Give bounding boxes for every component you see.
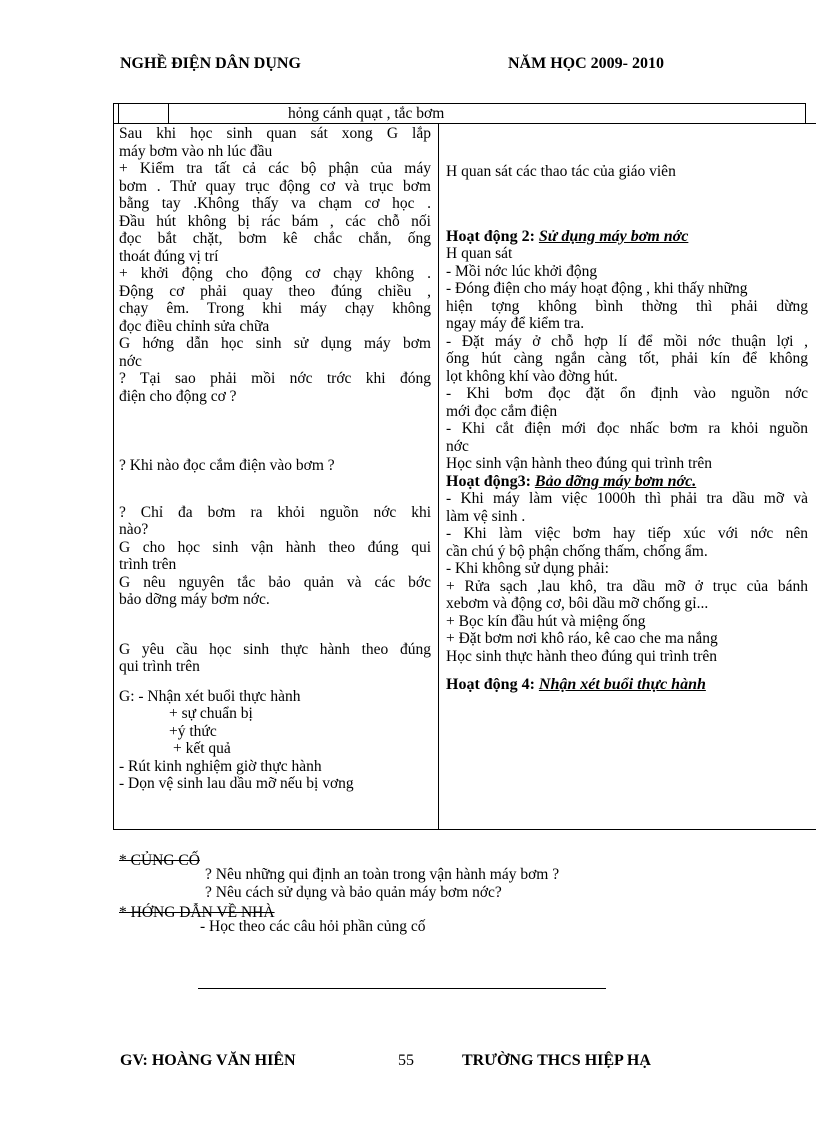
left-line: G nêu nguyên tắc bảo quản và các bớc bbox=[119, 573, 431, 591]
left-line: G hớng dẫn học sinh sử dụng máy bơm bbox=[119, 335, 431, 352]
page-number: 55 bbox=[398, 1052, 414, 1069]
right-line: - Khi bơm đọc đặt ổn định vào nguồn nớc bbox=[446, 385, 808, 402]
left-line: ? Khi nào đọc cắm điện vào bơm ? bbox=[119, 457, 335, 474]
left-line: +ý thức bbox=[169, 722, 217, 740]
header-subject: NGHỀ ĐIỆN DÂN DỤNG bbox=[120, 55, 301, 72]
left-line: + khởi động cho động cơ chạy không . bbox=[119, 265, 431, 282]
left-line: + kết quả bbox=[173, 740, 231, 757]
right-line: - Đóng điện cho máy hoạt động , khi thấy những bbox=[446, 280, 748, 297]
left-line: + Kiểm tra tất cả các bộ phận của máy bbox=[119, 160, 431, 177]
table-inner-left-border bbox=[118, 103, 119, 123]
left-line: nớc bbox=[119, 352, 142, 370]
left-line: máy bơm vào nh lúc đầu bbox=[119, 142, 273, 160]
table-top-border bbox=[113, 103, 805, 104]
left-line: Động cơ phải quay theo đúng chiều , bbox=[119, 282, 431, 300]
right-line: mới đọc cắm điện bbox=[446, 402, 558, 420]
lesson-table bbox=[113, 103, 816, 830]
right-line: + Đặt bơm nơi khô ráo, kê cao che ma nắng bbox=[446, 630, 718, 647]
right-line: - Đặt máy ở chỗ hợp lí để mồi nớc thuận lợi , bbox=[446, 332, 808, 350]
homework-line: - Học theo các câu hỏi phần củng cố bbox=[200, 918, 426, 935]
homework-heading: * HỚNG DẪN VỀ NHÀ bbox=[119, 904, 275, 921]
right-line: ngay máy để kiểm tra. bbox=[446, 315, 585, 332]
footer-teacher: GV: HOÀNG VĂN HIÊN bbox=[120, 1052, 296, 1069]
left-line: qui trình trên bbox=[119, 658, 200, 675]
right-line: Học sinh thực hành theo đúng qui trình trên bbox=[446, 647, 717, 665]
separator-line bbox=[198, 988, 606, 989]
student-activities bbox=[446, 163, 808, 694]
right-line: Học sinh vận hành theo đúng qui trình trên bbox=[446, 455, 713, 472]
left-line: nào? bbox=[119, 521, 149, 538]
left-line: bơm . Thử quay trục động cơ và trục bơm bbox=[119, 177, 431, 195]
right-line: - Khi cắt điện mới đọc nhấc bơm ra khỏi nguồn bbox=[446, 420, 808, 437]
activity-2-heading: Hoạt động 2: Sử dụng máy bơm nớc bbox=[446, 227, 689, 245]
right-line: hiện tợng không bình thờng thì phải dừng bbox=[446, 297, 808, 315]
left-line: - Rút kinh nghiệm giờ thực hành bbox=[119, 757, 322, 775]
right-line: - Khi không sử dụng phải: bbox=[446, 560, 609, 577]
left-line: Sau khi học sinh quan sát xong G lắp bbox=[119, 125, 431, 142]
footer-school: TRƯỜNG THCS HIỆP HẠ bbox=[462, 1052, 651, 1069]
consolidate-heading: * CỦNG CỐ bbox=[119, 852, 200, 869]
table-column-divider bbox=[438, 123, 439, 830]
left-line: chạy êm. Trong khi máy chạy không bbox=[119, 300, 431, 317]
right-line: xebơm và động cơ, bôi dầu mỡ chống gỉ... bbox=[446, 595, 709, 612]
right-line: - Khi máy làm việc 1000h thì phải tra dầu mỡ và bbox=[446, 490, 808, 507]
left-line: đọc điều chỉnh sửa chữa bbox=[119, 317, 270, 335]
consolidate-question-2: ? Nêu cách sử dụng và bảo quản máy bơm nớc? bbox=[205, 884, 502, 901]
right-line: + Rửa sạch ,lau khô, tra dầu mỡ ở trục của bánh bbox=[446, 577, 808, 595]
right-line: - Mồi nớc lúc khởi động bbox=[446, 262, 598, 280]
table-bottom-border bbox=[113, 829, 816, 830]
teacher-activities bbox=[119, 125, 431, 793]
left-line: G: - Nhận xét buổi thực hành bbox=[119, 687, 301, 705]
right-line: + Bọc kín đầu hút và miệng ống bbox=[446, 612, 646, 630]
left-line: thoát đúng vị trí bbox=[119, 247, 219, 265]
left-line: Đầu hút không bị rác bám , các chỗ nối bbox=[119, 212, 431, 230]
left-line: đọc bắt chặt, bơm kê chắc chắn, ống bbox=[119, 230, 431, 247]
right-line: - Khi làm việc bơm hay tiếp xúc với nớc nên bbox=[446, 525, 808, 542]
left-line: ? Tại sao phải mồi nớc trớc khi đóng bbox=[119, 370, 431, 387]
left-line: G cho học sinh vận hành theo đúng qui bbox=[119, 538, 431, 556]
right-line: cần chú ý bộ phận chống thấm, chống ẩm. bbox=[446, 542, 708, 560]
left-line: + sự chuẩn bị bbox=[169, 705, 253, 722]
left-line: bằng tay .Không thấy va chạm cơ học . bbox=[119, 195, 431, 212]
left-line: điện cho động cơ ? bbox=[119, 387, 237, 405]
left-line: bảo dỡng máy bơm nớc. bbox=[119, 591, 270, 608]
table-merge-border bbox=[168, 103, 169, 123]
right-line: ống hút càng ngắn càng tốt, phải kín để không bbox=[446, 350, 808, 367]
consolidate-question-1: ? Nêu những qui định an toàn trong vận hành máy bơm ? bbox=[205, 866, 560, 883]
table-row-divider bbox=[113, 123, 816, 124]
activity-3-heading: Hoạt động3: Bảo dỡng máy bơm nớc. bbox=[446, 472, 697, 490]
left-line: trình trên bbox=[119, 556, 177, 573]
table-left-border bbox=[113, 103, 114, 830]
right-line: nớc bbox=[446, 437, 469, 455]
right-line: lọt không khí vào đờng hút. bbox=[446, 367, 618, 385]
observe-line: H quan sát các thao tác của giáo viên bbox=[446, 163, 676, 180]
table-top-right-border bbox=[805, 103, 806, 123]
left-line: - Dọn vệ sinh lau dầu mỡ nếu bị vơng bbox=[119, 775, 354, 792]
left-line: ? Chỉ đa bơm ra khỏi nguồn nớc khi bbox=[119, 503, 431, 521]
right-line: làm vệ sinh . bbox=[446, 507, 526, 525]
top-row-text: hỏng cánh quạt , tắc bơm bbox=[288, 105, 445, 122]
right-line: H quan sát bbox=[446, 245, 513, 262]
header-school-year: NĂM HỌC 2009- 2010 bbox=[508, 55, 664, 72]
left-line: G yêu cầu học sinh thực hành theo đúng bbox=[119, 640, 431, 658]
activity-4-heading: Hoạt động 4: Nhận xét buổi thực hành bbox=[446, 676, 706, 693]
